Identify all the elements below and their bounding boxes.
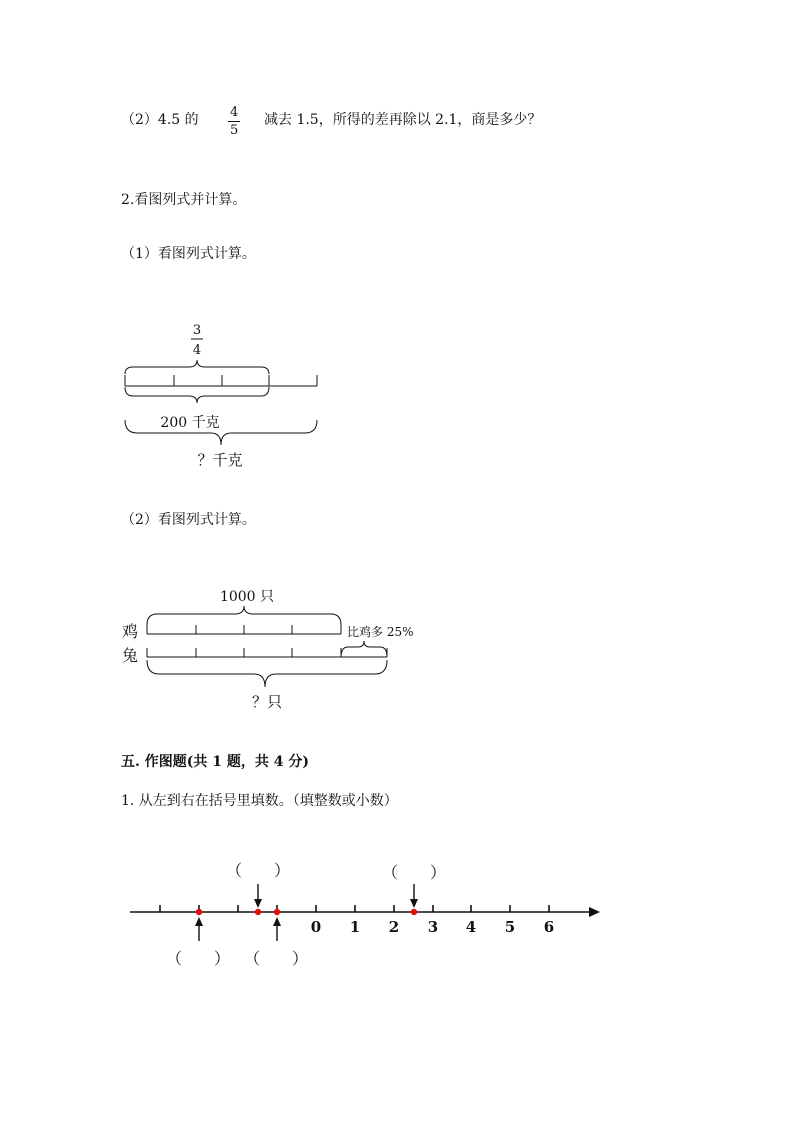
- up-arrow-1-head: [195, 917, 203, 926]
- tick-label-5: 5: [504, 918, 516, 936]
- section2-sub1-title: （1）看图列式计算。: [121, 246, 256, 262]
- tick-label-0: 0: [310, 918, 322, 936]
- answer-blank-above-1: （ ）: [225, 861, 291, 880]
- tick-label-4: 4: [465, 918, 477, 936]
- tick-label-3: 3: [427, 918, 439, 936]
- number-line-blanks: [166, 861, 446, 968]
- section2-title: 2.看图列式并计算。: [121, 192, 247, 208]
- section5-title: 五. 作图题(共 1 题，共 4 分): [121, 754, 309, 770]
- number-line-ticks: [160, 905, 549, 912]
- q2-fraction-numerator: 4: [230, 105, 239, 120]
- number-line-point: [196, 909, 202, 915]
- number-line-point: [255, 909, 261, 915]
- diagram1-total-brace: [125, 420, 317, 445]
- section5-q1: 1. 从左到右在括号里填数。（填整数或小数）: [121, 793, 398, 809]
- diagram1-fraction-numerator: 3: [192, 323, 202, 338]
- number-line-point: [411, 909, 417, 915]
- tick-label-6: 6: [543, 918, 555, 936]
- section2-sub2-title: （2）看图列式计算。: [121, 512, 256, 528]
- q2-fraction-bar: [228, 121, 240, 122]
- tick-label-1: 1: [349, 918, 361, 936]
- diagram2-total-label: ？只: [251, 693, 283, 711]
- number-line-arrows: [195, 884, 418, 941]
- diagram2-top-label: 1000 只: [219, 589, 275, 605]
- diagram2-row1-label: 鸡: [122, 622, 139, 641]
- diagram1-top-brace: [125, 360, 269, 374]
- up-arrow-2-head: [273, 917, 281, 926]
- answer-blank-below-2: （ ）: [243, 949, 309, 968]
- number-line-points: [196, 909, 417, 915]
- q2-suffix: 减去 1.5，所得的差再除以 2.1，商是多少？: [264, 112, 542, 128]
- diagram1-fraction: [191, 323, 203, 358]
- number-line-arrowhead: [589, 907, 600, 917]
- number-line-point: [274, 909, 280, 915]
- diagram2-chicken-ticks: [147, 625, 341, 634]
- q2-prefix: （2）4.5 的: [121, 112, 199, 128]
- diagram2-rabbit-ticks: [147, 648, 387, 657]
- tick-label-2: 2: [388, 918, 400, 936]
- down-arrow-1-head: [254, 899, 262, 908]
- diagram2-top-brace: [147, 606, 341, 625]
- diagram2-total-brace: [147, 660, 387, 687]
- down-arrow-2-head: [410, 899, 418, 908]
- q2-fraction-denominator: 5: [230, 123, 239, 138]
- diagram1-ticks: [125, 375, 317, 386]
- number-line-tick-labels: [311, 918, 554, 936]
- diagram2-extra-label: 比鸡多 25%: [347, 625, 414, 639]
- diagram1-fraction-denominator: 4: [192, 343, 202, 358]
- answer-blank-below-1: （ ）: [165, 949, 231, 968]
- diagram2-extra-brace: [341, 641, 387, 657]
- diagram1-total-label: ？千克: [197, 451, 243, 469]
- diagram1-part-label: 200 千克: [160, 415, 220, 431]
- diagram1-part-brace: [125, 387, 269, 403]
- answer-blank-above-2: （ ）: [381, 863, 447, 882]
- diagram2-row2-label: 兔: [122, 646, 139, 665]
